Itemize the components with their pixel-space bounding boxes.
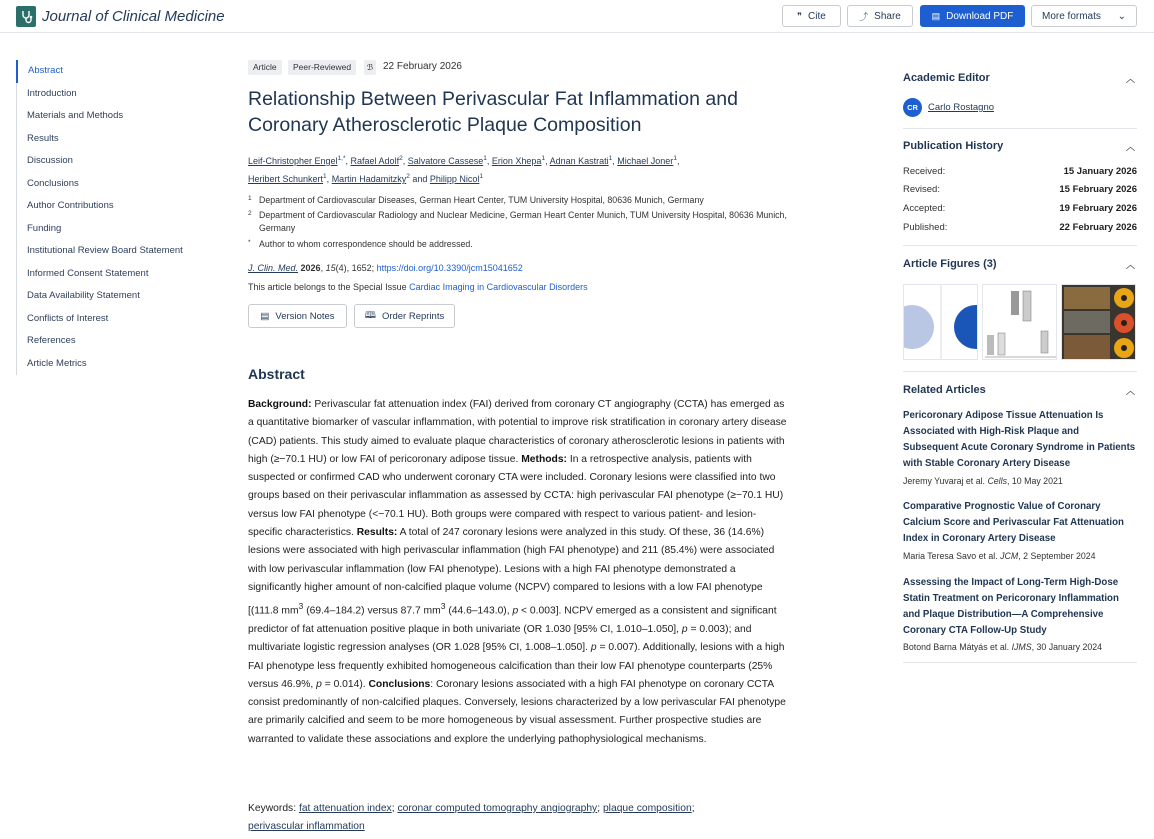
academic-editor-header[interactable]: Academic Editor ︿ — [903, 72, 1135, 84]
open-access-icon: ℬ — [364, 60, 376, 75]
related-article-meta: Maria Teresa Savo et al. JCM, 2 September 2024 — [903, 551, 1096, 561]
related-article-meta: Botond Barna Mátyás et al. IJMS, 30 January 2024 — [903, 642, 1103, 652]
divider — [903, 245, 1137, 246]
related-article-meta: Jeremy Yuvaraj et al. Cells, 10 May 2021 — [903, 476, 1063, 486]
special-issue-line: This article belongs to the Special Issue Cardiac Imaging in Cardiovascular Disorders — [248, 282, 588, 292]
avatar: CR — [903, 98, 922, 117]
keywords: Keywords: fat attenuation index; coronar computed tomography angiography; plaque composition; perivascular inflammation — [248, 803, 695, 832]
order-reprints-button[interactable]: 🕮 Order Reprints — [354, 304, 455, 328]
chevron-up-icon: ︿ — [1125, 74, 1135, 84]
nav-item-data-availability[interactable]: Data Availability Statement — [27, 290, 140, 301]
author-link[interactable]: Martin Hadamitzky — [331, 174, 407, 184]
history-row: Published: 22 February 2026 — [903, 222, 1137, 233]
figure-thumbnail-2[interactable] — [982, 284, 1057, 360]
chevron-up-icon: ︿ — [1125, 142, 1135, 152]
book-icon: 🕮 — [364, 310, 376, 321]
editor-name-link[interactable]: Carlo Rostagno — [928, 102, 995, 113]
history-row: Received: 15 January 2026 — [903, 166, 1137, 177]
cite-label: Cite — [808, 10, 826, 22]
related-article-title[interactable]: Comparative Prognostic Value of Coronary Calcium Score and Perivascular Fat Attenuation Index in Coronary Artery Disease — [903, 501, 1124, 544]
chevron-down-icon: ⌄ — [1117, 10, 1126, 22]
download-pdf-button[interactable] — [920, 5, 1025, 27]
related-articles-header[interactable]: Related Articles ︿ — [903, 384, 1135, 396]
notes-icon: ▤ — [260, 310, 270, 322]
article-title: Relationship Between Perivascular Fat Inflammation and Coronary Atherosclerotic Plaque Composition — [248, 88, 738, 136]
stethoscope-icon[interactable] — [16, 6, 36, 27]
section-nav — [16, 60, 206, 375]
share-button[interactable] — [847, 5, 913, 27]
author-link[interactable]: Adnan Kastrati — [549, 156, 609, 166]
author-link[interactable]: Salvatore Cassese — [407, 156, 484, 166]
keyword-link[interactable]: coronar computed tomography angiography — [397, 803, 598, 814]
doi-link[interactable]: https://doi.org/10.3390/jcm15041652 — [376, 263, 523, 273]
more-formats-dropdown[interactable] — [1031, 5, 1137, 27]
abstract-heading: Abstract — [248, 366, 305, 382]
nav-item-materials-methods[interactable]: Materials and Methods — [27, 110, 124, 121]
author-link[interactable]: Leif-Christopher Engel — [248, 156, 338, 166]
version-notes-button[interactable]: ▤ Version Notes — [248, 304, 347, 328]
affiliation: * Author to whom correspondence should be addressed. — [248, 239, 473, 249]
keyword-link[interactable]: plaque composition — [602, 803, 692, 814]
nav-item-informed-consent[interactable]: Informed Consent Statement — [27, 267, 149, 279]
keyword-link[interactable]: fat attenuation index — [298, 803, 392, 814]
author-link[interactable]: Erion Xhepa — [491, 156, 542, 166]
pdf-icon: ▤ — [931, 10, 941, 21]
special-issue-link[interactable]: Cardiac Imaging in Cardiovascular Disorders — [409, 282, 588, 292]
figure-thumbnail-1[interactable] — [903, 284, 978, 360]
journal-name[interactable]: Journal of Clinical Medicine — [42, 8, 225, 25]
author-list: Leif-Christopher Engel$^{1,*}$, Rafael Adolf$^2$, Salvatore Cassese$^1$, Erion Xhepa$^1$, Adnan Kastrati$^1$, Michael Joner$^1$, Heribert Schunkert$^1$, Martin Hadamitzky$^2$ and Philipp Nicol$^1$ — [248, 155, 680, 184]
keyword-link[interactable]: perivascular inflammation — [248, 821, 365, 832]
download-pdf-label: Download PDF — [946, 10, 1014, 22]
related-article-title[interactable]: Pericoronary Adipose Tissue Attenuation Is Associated with High-Risk Plaque and Subsequent Acute Coronary Syndrome in Patients with Stable Coronary Artery Disease — [903, 410, 1136, 469]
divider — [903, 371, 1137, 372]
chevron-up-icon: ︿ — [1125, 260, 1135, 270]
publication-date: 22 February 2026 — [383, 61, 462, 72]
top-bar — [0, 0, 1154, 33]
nav-item-author-contributions[interactable]: Author Contributions — [27, 200, 114, 211]
nav-item-discussion[interactable]: Discussion — [27, 155, 73, 166]
publication-history-header[interactable]: Publication History ︿ — [903, 140, 1135, 152]
history-row: Accepted: 19 February 2026 — [903, 203, 1137, 214]
nav-item-conflicts[interactable]: Conflicts of Interest — [27, 312, 109, 324]
chevron-up-icon: ︿ — [1125, 386, 1135, 396]
cite-button[interactable] — [782, 5, 841, 27]
author-link[interactable]: Heribert Schunkert — [248, 174, 324, 184]
divider — [903, 662, 1137, 663]
nav-item-abstract[interactable]: Abstract — [16, 60, 206, 83]
divider — [903, 128, 1137, 129]
affiliation: 2 Department of Cardiovascular Radiology and Nuclear Medicine, German Heart Center Munich, TUM University Hospital, 80636 Munich, Germany — [248, 210, 787, 233]
peer-reviewed-badge: Peer-Reviewed — [288, 60, 356, 75]
affiliation: 1 Department of Cardiovascular Diseases, German Heart Center, TUM University Hospital, 80636 Munich, Germany — [248, 195, 704, 205]
nav-item-conclusions[interactable]: Conclusions — [27, 177, 79, 189]
author-link[interactable]: Rafael Adolf — [350, 156, 400, 166]
nav-item-introduction[interactable]: Introduction — [27, 87, 77, 99]
article-figures-header[interactable]: Article Figures (3) ︿ — [903, 258, 1135, 270]
nav-item-results[interactable]: Results — [27, 132, 59, 144]
author-link[interactable]: Michael Joner — [617, 156, 674, 166]
nav-item-funding[interactable]: Funding — [27, 222, 62, 234]
share-icon: ⤴ — [859, 11, 869, 22]
more-formats-label: More formats — [1042, 10, 1101, 22]
quote-icon: ❞ — [797, 10, 803, 21]
citation-line: J. Clin. Med. 2026, 15(4), 1652; https://doi.org/10.3390/jcm15041652 — [248, 263, 523, 273]
history-row: Revised: 15 February 2026 — [903, 184, 1137, 195]
share-label: Share — [874, 10, 901, 22]
abstract-text: Background: Perivascular fat attenuation index (FAI) derived from coronary CT angiography (CCTA) has emerged as a quantitative biomarker of vascular inflammation, with potential to improve risk stratification in coronary artery disease (CAD) patients. This study aimed to evaluate plaque characteristics of coronary atherosclerotic lesions in patients with high (≥−70.1 HU) or low FAI of pericoronary adipose tissue. Methods: In a retrospective analysis, patients with suspected or confirmed CAD who underwent coronary CTA were included. Coronary lesions were classified into two groups based on their perivascular inflammation as assessed by CCTA: high perivascular FAI phenotype (≥−70.1 HU) versus low FAI phenotype (<−70.1 HU). Both groups were compared with respect to various patient- and lesion-specific characteristics. Results: A total of 247 coronary lesions were analyzed in this study. Of these, 36 (14.6%) lesions were associated with high perivascular inflammation (high FAI phenotype) and 211 (85.4%) were associated with low perivascular inflammation (low FAI phenotype). Lesions with a high FAI phenotype demonstrated a significantly higher amount of non-calcified plaque volume (NCPV) compared to lesions with a low FAI phenotype [(111.8 $mm^3$ (69.4–184.2) versus 87.7 $mm^3$ (44.6–143.0), p < 0.003]. NCPV emerged as a consistent and significant predictor of fat attenuation positive plaque in both univariate (OR 1.030 [95% CI, 1.010–1.050], p = 0.003); and multivariate logistic regression analyses (OR 1.028 [95% CI, 1.008–1.050]. p = 0.007). Additionally, lesions with a high FAI phenotype less frequently exhibited homogeneous calcification than their low FAI phenotype counterparts (25% versus 46.9%, p = 0.014). Conclusions: Coronary lesions associated with a high FAI phenotype on coronary CCTA consist predominantly of non-calcified plaques. Conversely, lesions characterized by a low perivascular FAI phenotype are primarily calcified and seem to be more homogeneous by visual assessment. Further prospective studies are warranted to validate these associations and explore the underlying pathophysiological mechanisms. — [248, 399, 787, 745]
nav-item-references[interactable]: References — [27, 335, 76, 346]
article-type-badge: Article — [248, 60, 282, 75]
related-article-title[interactable]: Assessing the Impact of Long-Term High-Dose Statin Treatment on Pericoronary Inflammation and Plaque Distribution—A Comprehensive Coronary CTA Follow-Up Study — [903, 577, 1119, 636]
journal-abbrev[interactable]: J. Clin. Med. — [248, 263, 299, 273]
author-link[interactable]: Philipp Nicol — [429, 174, 480, 184]
figure-thumbnail-3[interactable] — [1061, 284, 1136, 360]
nav-item-article-metrics[interactable]: Article Metrics — [27, 357, 87, 369]
nav-item-irb-statement[interactable]: Institutional Review Board Statement — [27, 245, 183, 256]
